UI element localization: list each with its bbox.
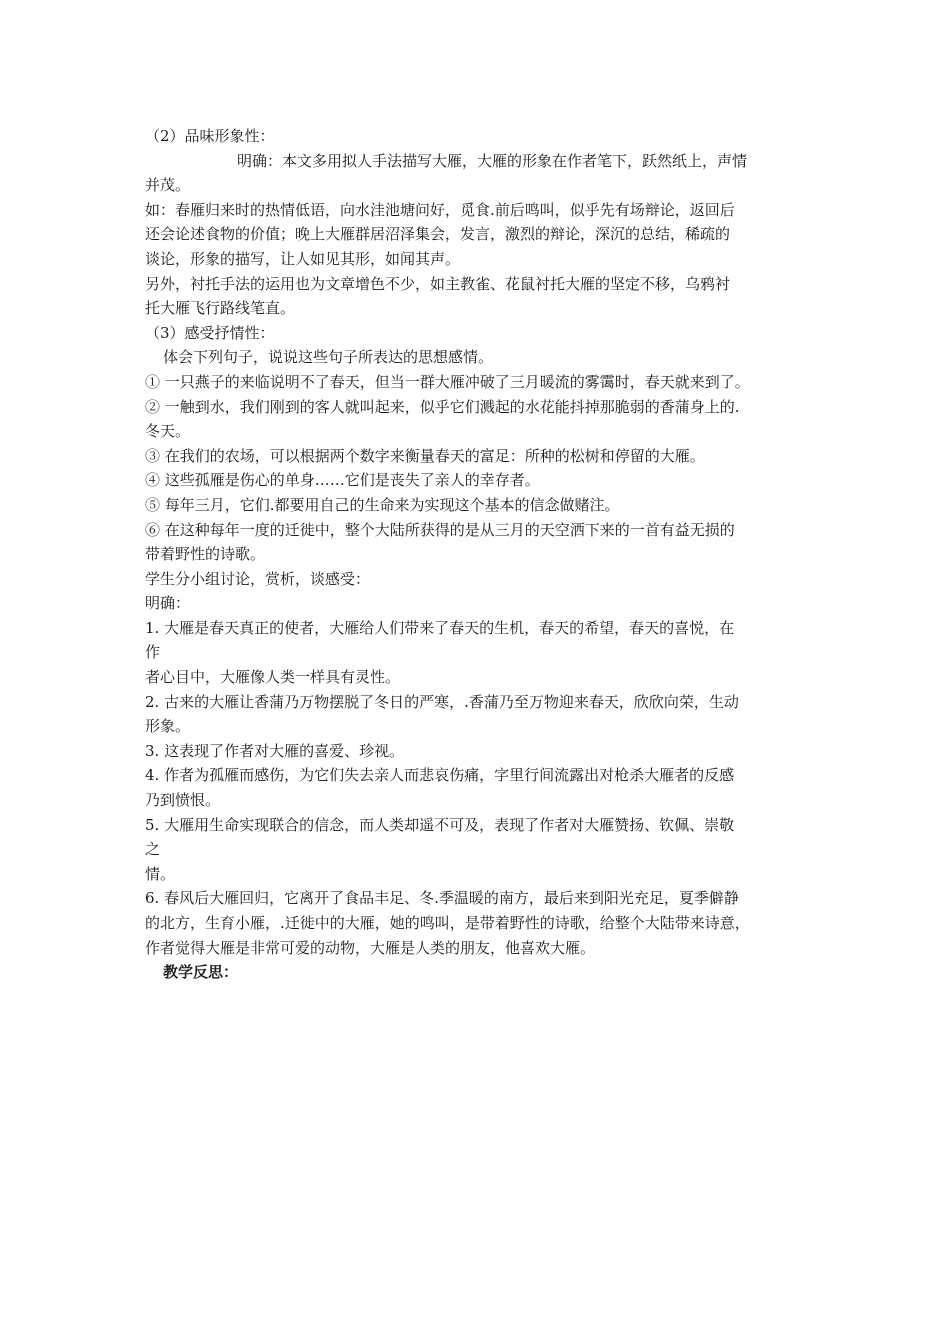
text-line: 带着野性的诗歌。 xyxy=(145,545,266,564)
text-line: 3. 这表现了作者对大雁的喜爱、珍视。 xyxy=(145,741,405,760)
text-line: 者心目中，大雁像人类一样具有灵性。 xyxy=(145,668,401,687)
text-line: 作 xyxy=(145,643,161,662)
text-line: ① 一只燕子的来临说明不了春天，但当一群大雁冲破了三月暖流的雾霭时，春天就来到了。 xyxy=(145,372,750,391)
text-line: 情。 xyxy=(145,864,176,883)
text-line: ⑤ 每年三月，它们.都要用自己的生命来为实现这个基本的信念做赌注。 xyxy=(145,495,620,514)
text-line: （2）品味形象性： xyxy=(145,127,275,145)
text-line: ⑥ 在这种每年一度的迁徙中，整个大陆所获得的是从三月的天空洒下来的一首有益无损的 xyxy=(145,520,735,539)
text-line: ② 一触到水，我们刚到的客人就叫起来，似乎它们溅起的水花能抖掉那脆弱的香蒲身上的. xyxy=(145,397,740,416)
text-line: 形象。 xyxy=(145,717,191,736)
text-line: 托大雁飞行路线笔直。 xyxy=(145,299,296,318)
text-line: 另外，衬托手法的运用也为文章增色不少，如主教雀、花鼠衬托大雁的坚定不移，乌鸦衬 xyxy=(145,274,731,293)
text-line: 乃到愤恨。 xyxy=(145,791,221,810)
text-line: （3）感受抒情性： xyxy=(145,323,275,342)
text-line: 1. 大雁是春天真正的使者，大雁给人们带来了春天的生机，春天的希望，春天的喜悦，在 xyxy=(145,618,735,637)
text-line: ④ 这些孤雁是伤心的单身……它们是丧失了亲人的幸存者。 xyxy=(145,471,540,490)
text-line: 并茂。 xyxy=(145,176,191,195)
text-line: 的北方，生育小雁，.迁徙中的大雁，她的鸣叫，是带着野性的诗歌，给整个大陆带来诗意， xyxy=(145,914,750,932)
text-line: 教学反思： xyxy=(163,963,239,982)
document-body xyxy=(145,124,810,985)
text-line: 明确： xyxy=(145,594,191,613)
text-line: 5. 大雁用生命实现联合的信念，而人类却遥不可及，表现了作者对大雁赞扬、钦佩、崇敬 xyxy=(145,815,735,834)
text-line: 冬天。 xyxy=(145,422,191,441)
text-line: 学生分小组讨论，赏析，谈感受： xyxy=(145,569,371,588)
text-line: 还会论述食物的价值；晚上大雁群居沼泽集会，发言，激烈的辩论，深沉的总结，稀疏的 xyxy=(145,225,731,244)
text-line: 2. 古来的大雁让香蒲乃万物摆脱了冬日的严寒，.香蒲乃至万物迎来春天，欣欣向荣，生动 xyxy=(145,692,739,711)
text-line: ③ 在我们的农场，可以根据两个数字来衡量春天的富足：所种的松树和停留的大雁。 xyxy=(145,446,705,465)
text-line: 之 xyxy=(145,840,161,859)
text-line: 明确：本文多用拟人手法描写大雁，大雁的形象在作者笔下，跃然纸上，声情 xyxy=(237,151,748,170)
text-line: 4. 作者为孤雁而感伤，为它们失去亲人而悲哀伤痛，字里行间流露出对枪杀大雁者的反感 xyxy=(145,766,735,785)
text-line: 如：春雁归来时的热情低语，向水洼池塘问好，觅食.前后鸣叫，似乎先有场辩论，返回后 xyxy=(145,200,735,219)
text-line: 体会下列句子，说说这些句子所表达的思想感情。 xyxy=(163,348,494,367)
text-line: 作者觉得大雁是非常可爱的动物，大雁是人类的朋友，他喜欢大雁。 xyxy=(145,938,596,957)
text-line: 谈论，形象的描写，让人如见其形，如闻其声。 xyxy=(145,249,461,268)
text-line: 6. 春风后大雁回归，它离开了食品丰足、冬.季温暖的南方，最后来到阳光充足，夏季僻静 xyxy=(145,889,739,908)
